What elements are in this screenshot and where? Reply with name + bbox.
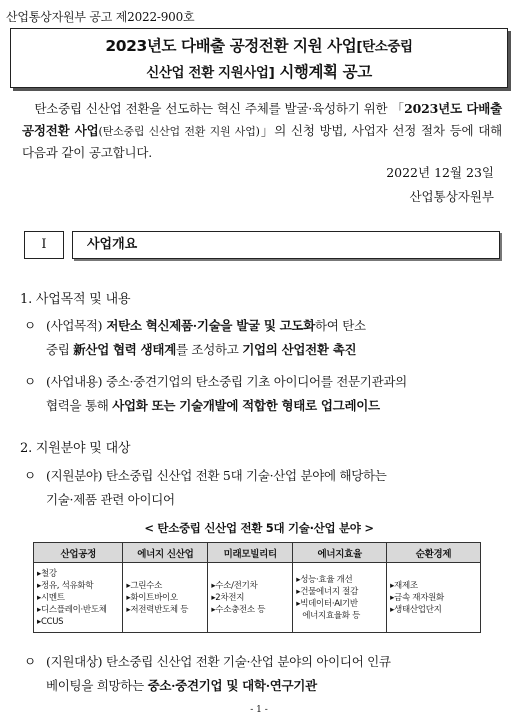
bullet-mark: ㅇ [24, 318, 36, 333]
item-text: 중소·중견기업 및 대학·연구기관 [147, 678, 317, 693]
list-item-field [24, 464, 504, 512]
item-label: (사업목적) [46, 318, 103, 333]
notice-date: 2022년 12월 23일 [386, 165, 494, 180]
table-item: ▸CCUS [37, 616, 64, 627]
table-caption: < 탄소중립 신산업 전환 5대 기술·산업 분야 > [144, 521, 374, 535]
intro-part2: 」의 신청 방법, 사업자 선정 절차 등에 대해 다음과 같이 공고합니다. [22, 122, 502, 160]
table-item: ▸성능·효율 개선 [296, 574, 353, 585]
table-item: ▸빅데이터·AI기반 [296, 598, 358, 609]
item-text: 기술·제품 관련 아이디어 [46, 492, 175, 507]
section-title: 사업개요 [72, 231, 500, 259]
bullet-mark: ㅇ [24, 654, 36, 669]
item-label: (사업내용) [46, 374, 103, 389]
notice-number: 산업통상자원부 공고 제2022-900호 [6, 10, 195, 24]
table-item: ▸건물에너지 절감 [296, 586, 358, 597]
table-item: ▸수소/전기차 [211, 580, 258, 591]
table-cell-circular [387, 563, 481, 633]
fields-table [33, 542, 481, 633]
title-bracket: [탄소중립 [356, 39, 413, 55]
table-item: 에너지효율화 등 [302, 610, 361, 621]
sub-heading-2: 2. 지원분야 및 대상 [20, 441, 131, 456]
table-item: ▸금속 재자원화 [390, 592, 444, 603]
intro-small: (탄소중립 신산업 전환 지원 사업) [98, 124, 260, 138]
item-text: 중립 [46, 342, 74, 357]
table-item: ▸재제조 [390, 580, 418, 591]
list-item-content [24, 370, 504, 418]
bullet-mark: ㅇ [24, 468, 36, 483]
item-text: 저탄소 혁신제품·기술을 발굴 및 고도화 [102, 318, 315, 333]
table-header: 에너지 신산업 [123, 543, 208, 563]
page-number: - 1 - [250, 705, 268, 715]
table-item: ▸그린수소 [126, 580, 163, 591]
table-header: 에너지효율 [293, 543, 387, 563]
table-cell-energy [123, 563, 208, 633]
table-header: 산업공정 [34, 543, 123, 563]
title-bracket-2: 신산업 전환 지원사업] [146, 65, 275, 81]
item-label: (지원대상) [46, 654, 103, 669]
intro-bold: 2023년도 다배출 공정전환 사업 [22, 101, 503, 138]
intro-part1: 탄소중립 신산업 전환을 선도하는 혁신 주체를 발굴·육성하기 위한 「 [34, 101, 405, 116]
table-item: ▸디스플레이·반도체 [37, 604, 107, 615]
item-text: 탄소중립 신산업 전환 기술·산업 분야의 아이디어 인큐 [102, 654, 391, 669]
table-item: ▸화이트바이오 [126, 592, 178, 603]
item-text: 를 조성하고 [175, 342, 243, 357]
title-line-1 [11, 34, 507, 60]
table-item: ▸수소충전소 등 [211, 604, 266, 615]
table-item: ▸생태산업단지 [390, 604, 442, 615]
table-item: ▸저전력반도체 등 [126, 604, 189, 615]
list-item-purpose [24, 314, 504, 362]
list-item-target [24, 650, 504, 698]
table-item: ▸정유, 석유화학 [37, 580, 94, 591]
item-text: 사업화 또는 기술개발에 적합한 형태로 업그레이드 [112, 398, 380, 413]
table-item: ▸시멘트 [37, 592, 65, 603]
table-header: 순환경제 [387, 543, 481, 563]
table-cell-efficiency [293, 563, 387, 633]
sub-heading-1: 1. 사업목적 및 내용 [20, 292, 131, 307]
item-text: 중소·중견기업의 탄소중립 기초 아이디어를 전문기관과의 [102, 374, 407, 389]
ministry-name: 산업통상자원부 [409, 189, 494, 204]
table-item: ▸철강 [37, 568, 57, 579]
table-cell-industry [34, 563, 123, 633]
section-number: Ⅰ [24, 231, 64, 259]
title-main-2: 시행계획 공고 [274, 63, 372, 81]
item-text: 협력을 통해 [46, 398, 113, 413]
item-text: 기업의 산업전환 촉진 [242, 342, 357, 357]
item-text: 新산업 협력 생태계 [73, 342, 176, 357]
item-text: 베이팅을 희망하는 [46, 678, 148, 693]
item-text: 탄소중립 신산업 전환 5대 기술·산업 분야에 해당하는 [102, 468, 387, 483]
bullet-mark: ㅇ [24, 374, 36, 389]
intro-paragraph [22, 98, 502, 164]
table-header: 미래모빌리티 [208, 543, 293, 563]
table-cell-mobility [208, 563, 293, 633]
title-box [10, 28, 508, 88]
item-text: 하여 탄소 [314, 318, 366, 333]
title-main: 2023년도 다배출 공정전환 지원 사업 [105, 37, 357, 55]
item-label: (지원분야) [46, 468, 103, 483]
table-item: ▸2차전지 [211, 592, 245, 603]
title-line-2 [11, 60, 507, 86]
